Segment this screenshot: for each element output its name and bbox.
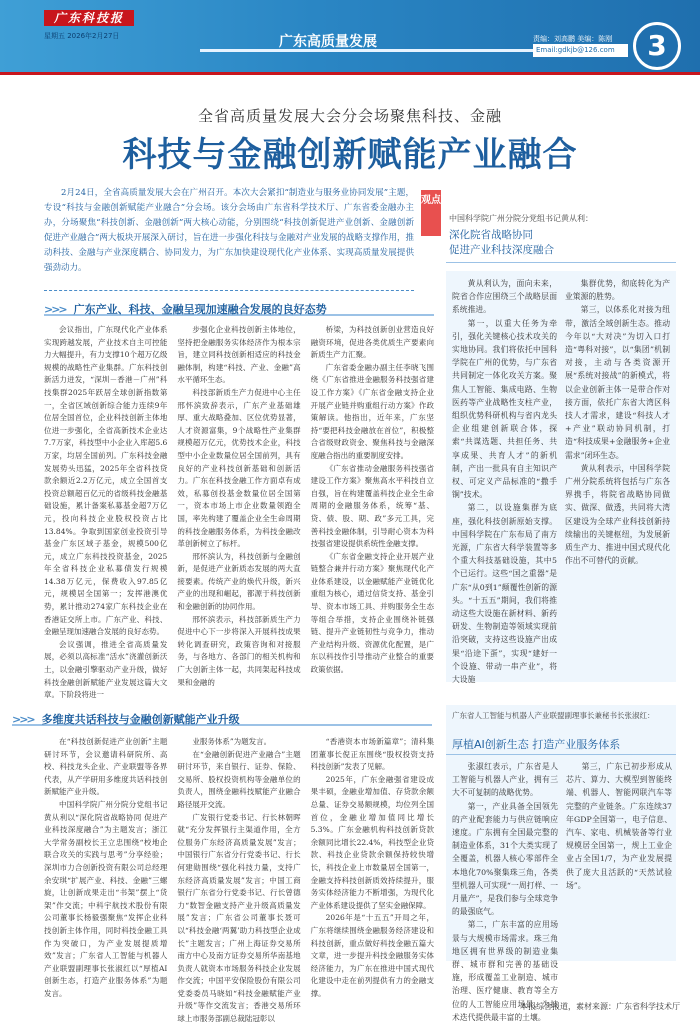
section1-paragraph: 会议指出，广东现代化产业体系实现跨越发展，产业技术自主可控能力大幅提升，有力支撑10个超万亿级规模的战略性产业集群。广东科技创新活力迸发，“深圳－香港－广州”科技集群2025年跃居全球创新指数第一，全省区域创新综合能力连续9年位居全国首位，企业科技创新主体地位进一步强化，全省高新技术企业达7.7万家，科技型中小企业入库超5.6万家，均居全国前列。广东科技金融发展势头迅猛，2025年全省科技贷款余额近2.2万亿元，成立全国首支投资总额超百亿元的省级科技金融基础设施，累计备案私募基金超7万亿元，投向科技企业股权投资占比13.84%。争取到国家创业投资引导基金广东区域子基金，规模500亿元，成立广东科技投资基金，2025年全省科技企业私募债发行规模14.38万亿元，保费收入97.85亿元，规模居全国第一；发挥港澳优势，累计推动274家广东科技企业在香港证交所上市。广东产业、科技、金融呈现加速融合发展的良好态势。 [44, 325, 168, 637]
viewpoint-paragraph: 集群优势，彻底转化为产业策源的胜势。 [565, 279, 670, 302]
article-lead: 2月24日，全省高质量发展大会在广州召开。本次大会紧扣“制造业与服务业协同发展”主题，专设“科技与金融创新赋能产业融合”分会场。该分会场由广东省科学技术厅、广东省委金融办主办，分场聚焦“科技创新、金融创新”两大核心动能，分别围绕“科技创新促进产业创新、金融创新促进产业融合”两大板块开展深入研讨，旨在进一步强化科技与金融对产业发展的战略支撑作用，推动科技、金融与产业深度耦合、协同发力，为广东加快建设现代化产业体系、实现高质量发展提供强劲动力。 [44, 188, 414, 273]
issue-date: 星期五 2026年2月27日 [44, 32, 120, 40]
viewpoint-paragraph: 第三，以体系化对接为纽带，激活全域创新生态。推动今年以“大对决”为切入口打造“粤科对接”，以“集团”机制对接，主动与各类资源开展“系统对接战”的新模式，将以企业创新主体一是带合作对接方面，依托广东省大湾区科技人才需求，建设“科技人才+产业”联动协同机制，打造“科技成果+金融服务+企业需求”闭环生态。 [565, 305, 670, 460]
section2-paragraph: 业服务体系”为题发言。 [192, 737, 272, 746]
viewpoint-paragraph: 黄从利认为，面向未来，院省合作应围绕三个战略层面系统推进。 [452, 279, 557, 315]
section1-paragraph: 《广东省推动金融服务科技强省建设工作方案》聚焦高水平科技自立自强，旨在构建覆盖科技企业全生命周期的金融服务体系，统筹“基、贷、债、股、期、政”多元工具，完善科技金融体制，引导耐心资本为科技强省建设提供系统性金融支撑。 [310, 463, 434, 549]
article-title: 科技与金融创新赋能产业融合 [122, 135, 578, 175]
chevron-icon: >>> [12, 713, 34, 726]
section2-paragraph: 2025年，广东金融强省建设成果丰硕，金融业增加值、存贷款余额总量、证券交易额规模，均位列全国首位，金融业增加值同比增长5.3%。广东金融机构科技创新贷款余额同比增长22.4%，科技型企业贷款、科技企业贷款余额保持较快增长，科技企业上市数量居全国第一，金融支持科技创新质效持续提升，服务实体经济能力不断增强，为现代化产业体系建设提供了坚实金融保障。 [310, 774, 434, 910]
section2-paragraph: “香港资本市场新篇章”；清科集团董事长倪正东围绕“股权投资支持科技创新”发表了见解。 [310, 737, 434, 772]
editors-credit: 责编：刘高鹏 美编：陈刚 [533, 35, 613, 43]
section1-body [44, 324, 434, 700]
section2-paragraph: 2026年是“十五五”开局之年，广东将继续围绕金融服务经济建设和科技创新，重点做好科技金融五篇大文章，进一步提升科技金融服务实体经济能力，为广东在推进中国式现代化建设中走在前列提供有力的金融支撑。 [310, 913, 434, 998]
header-divider [0, 72, 700, 75]
section1-paragraph: 《广东省金融支持企业开展产业链整合兼并行动方案》聚焦现代化产业体系建设，以金融赋能产业链优化重组为核心，通过信贷支持、基金引导、资本市场工具、并购服务全生态等组合举措，支持企业围绕补链强链、提升产业链韧性与竞争力，推动产业结构升级、资源优化配置，是广东以科技作引导推动产业整合的重要政策依据。 [310, 551, 434, 675]
page-number: 3 [633, 22, 681, 70]
chevron-icon: >>> [44, 303, 66, 316]
lead-divider [44, 290, 414, 291]
viewpoint-tag: 观点 [421, 190, 441, 236]
section1-paragraph: 科技部新质生产力促进中心主任邢怀滨致辞表示，广东产业基础雄厚、重大战略叠加、区位优势显著，人才资源富集，9个战略性产业集群规模超万亿元，优势技术企业，科技型中小企业数量位居全国前列，具有良好的产业科技创新基础和创新活力。广东在科技金融工作方面卓有成效，私募创投基金数量位居全国第一，资本市场上市企业数量领跑全国，率先构建了覆盖企业全生命周期的科技金融服务体系，为科技金融改革创新树立了标杆。 [177, 387, 301, 549]
viewpoint-body [446, 271, 676, 685]
section2-body [44, 736, 434, 1024]
section1-paragraph: 会议强调，推进全省高质量发展，必须以高标准“活水”浇灌创新沃土，以金融引擎驱动产业升级，做好科技金融创新赋能产业发展这篇大文章。下阶段将进一 [44, 639, 168, 700]
viewpoint2-paragraph: 第三，广东已初步形成从芯片、算力、大模型到智能终端、机器人、智能网联汽车等完整的产业链条。广东连续37年GDP全国第一，电子信息、汽车、家电、机械装备等行业规模居全国第一，规上工业企业占全国1/7，为产业发展提供了庞大且活跃的“天然试验场”。 [566, 762, 672, 890]
viewpoint-paragraph: 第二，以设施集群为底座，强化科技创新原始支撑。中国科学院在广东布局了南方光源，广东省大科学装置等多个重大科技基础设施，其中5个已运行。这些“国之重器”是广东“从0到1”颠覆性创新的源头。“十五五”期间，我们将推动这些大设施在新材料、新药研发、生物制造等领域实现前沿突破，支持这些设施产出成果“沿途下蛋”，实现“建好一个设施、带动一串产业”，将大设施 [452, 503, 557, 685]
section2-paragraph: 中国科学院广州分院分党组书记黄从利以“深化院省战略协同 促进产业科技深度融合”为主题发言；浙江大学常务副校长王立忠围绕“校地企联合攻关的实践与思考”分享经验；深圳市力合创新投资有限公司总经理余安琪“扩展产业、科技、金融”三螺旋，让创新成果走出“书架”摆上“货架”作交流；中科宇航技术股份有限公司董事长杨毅强聚焦“发挥企业科技创新主体作用，同时科技金融工具作为突破口，为产业发展提质增效”发言；广东省人工智能与机器人产业联盟副理事长张淑红以“厚植AI创新生态，打造产业服务体系”为题发言。 [44, 799, 168, 998]
viewpoint-rule [446, 262, 676, 263]
section1-paragraph: 步强化企业科技创新主体地位，坚持把金融服务实体经济作为根本宗旨，建立同科技创新相适应的科技金融体制，构建“科技、产业、金融”高水平循环生态。 [177, 325, 301, 385]
section2-heading: 多维度共话科技与金融创新赋能产业升级 [41, 713, 240, 726]
section1-paragraph: 邢怀滨认为，科技创新与金融创新，是促进产业新质态发展的两大直接要素。传统产业的焕代升级，新兴产业的出现和崛起，都源于科技创新和金融创新的协同作用。 [177, 551, 301, 612]
viewpoint-title-line1: 深化院省战略协同 [449, 229, 533, 241]
viewpoint-paragraph: 黄从利表示，中国科学院广州分院系统将包括与广东各界携手，将院省战略协同做实、做深、做透，共同将大湾区建设为全球产业科技创新持续输出的关键枢纽，为发展新质生产力、推进中国式现代化作出不可替代的贡献。 [565, 463, 670, 566]
section-title: 广东高质量发展 [279, 34, 377, 50]
section1-paragraph: 广东省委金融办副主任李晓飞围绕《广东省推进金融服务科技强省建设工作方案》《广东省金融支持企业开展产业链并购重组行动方案》作政策解读。他指出，近年来，广东坚持“要把科技金融放在首位”，积极整合省级财政资金、聚焦科技与金融深度融合指出的重要制度安排。 [310, 362, 434, 460]
viewpoint2-title: 厚植AI创新生态 打造产业服务体系 [452, 738, 621, 751]
viewpoint-paragraph: 第一，以重大任务为牵引，强化关键核心技术攻关的实地协同。我们将依托中国科学院在广州的优势，与广东省共同制定一体化攻关方案。聚焦人工智能、集成电路、生物医药等产业战略性支柱产业，组织优势科研机构与省内龙头企业组建创新联合体，探索“共谋选题、共担任务、共享成果、共育人才”的新机制，产出一批具有自主知识产权、可定义产品标准的“撒手锏”技术。 [452, 318, 557, 500]
article-subtitle: 全省高质量发展大会分会场聚焦科技、金融 [197, 107, 502, 125]
section1-header [44, 298, 434, 316]
viewpoint-title-line2: 促进产业科技深度融合 [449, 244, 554, 256]
viewpoint2-paragraph: 张淑红表示，广东省是人工智能与机器人产业，拥有三大不可复制的战略优势。 [452, 762, 558, 798]
section1-paragraph: 桥梁，为科技创新创业营造良好融资环境，促进各类优质生产要素向新质生产力汇聚。 [310, 325, 434, 360]
viewpoint2-rule [446, 754, 676, 755]
section2-header [12, 708, 432, 726]
section2-paragraph: 广发银行党委书记、行长林朝晖就“充分发挥银行主渠道作用，全方位服务广东经济高质量发展”发言；中国银行广东省分行党委书记、行长何建勋围绕“强化科技力量，支持广东经济高质量发展”发言；中国工商银行广东省分行党委书记、行长曾德力“数智金融支持产业升级高质量发展”发言；广东省公司董事长聂可以“科技金融‘两翼’助力科技型企业成长”主题发言；广州上海证券交易所南方中心及南方证券交易所华南基地负责人就资本市场服务科技企业发展作交流；中国平安保险股份有限公司党委委员马晓如“科技金融赋能产业升级”等作交流发言；香港交易所环球上市服务部副总裁陆冠彰以 [177, 812, 301, 1024]
section2-paragraph: 在“科技创新促进产业创新”主题研讨环节，会议邀请科研院所、高校、科技龙头企业、产业联盟等各界代表，从产学研用多维度共话科技创新赋能产业升级。 [44, 737, 168, 797]
viewpoint2-speaker: 广东省人工智能与机器人产业联盟副理事长兼秘书长张淑红： [452, 711, 655, 720]
section1-paragraph: 邢怀滨表示，科技部新质生产力促进中心下一步将深入开展科技成果转化调查研究，政策咨询和对接服务，与各地方、各部门的相关机构和广大创新主体一起，共同架起科技成果和金融的 [177, 614, 301, 687]
editor-email[interactable]: Email:gdkjb@126.com [533, 44, 628, 57]
viewpoint2-paragraph: 第二，广东丰富的应用场景与大规模市场需求。珠三角地区拥有世界级的制造业集群、城市群和完善的基础设施，形成覆盖工业制造、城市治理、医疗健康、教育等全方位的人工智能应用场景，为技术迭代提供最丰富的土壤。 [452, 920, 558, 1022]
section1-heading: 广东产业、科技、金融呈现加速融合发展的良好态势 [73, 303, 327, 316]
viewpoint-speaker: 中国科学院广州分院分党组书记黄从利： [449, 214, 593, 223]
newspaper-logo: 广东科技报 [44, 10, 134, 26]
source-credit: 本报综合报道，素材来源：广东省科学技术厅 [520, 1002, 680, 1011]
section2-paragraph: 在“金融创新促进产业融合”主题研讨环节，来自银行、证券、保险、交易所、股权投资机构等金融单位的负责人，围绕金融科技赋能产业融合路径展开交流。 [177, 749, 301, 809]
viewpoint2-paragraph: 第一，产业具备全国领先的产业配套能力与供应链响应速度。广东拥有全国最完整的制造业体系，31个大类实现了全覆盖，机器人核心零部件全本地化70%聚集珠三角，各类型机器人可实现“一周打样、一月量产”，是我们参与全球竞争的最强底气。 [452, 801, 558, 917]
